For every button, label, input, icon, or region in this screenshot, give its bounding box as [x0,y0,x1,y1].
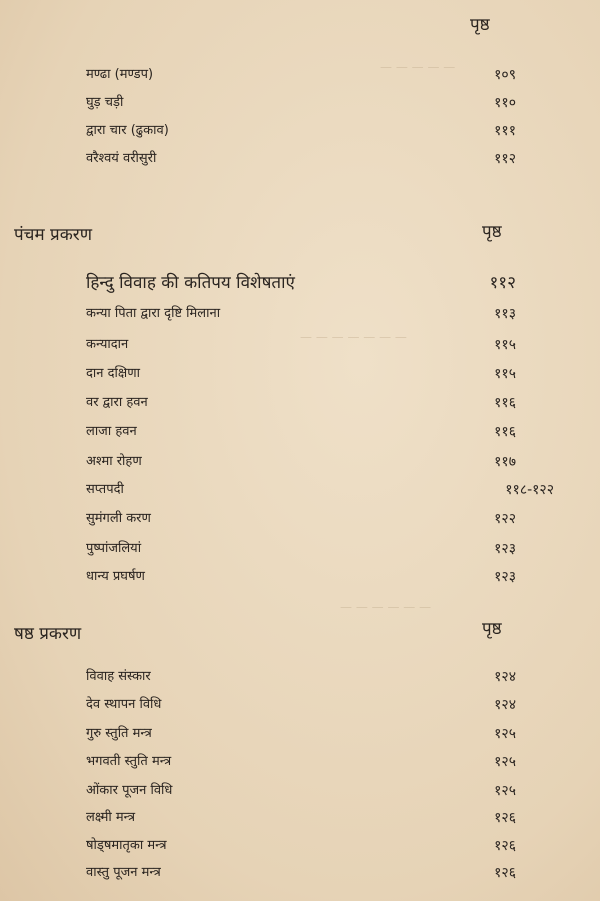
toc-entry-page: ११५ [494,337,516,353]
toc-entry [86,91,516,115]
toc-entry-title: मण्ढा (मण्डप) [86,67,154,82]
toc-entry [86,537,516,561]
toc-entry-page: १२५ [494,783,516,799]
toc-entry-page: १२४ [494,669,516,685]
toc-entry-page: १२६ [494,838,516,854]
toc-entry-title: कन्यादान [86,337,129,352]
toc-entry [86,806,516,830]
toc-entry-page: १२५ [494,726,516,742]
toc-entry-page: ११२ [494,151,516,167]
toc-entry [86,861,516,885]
toc-entry [86,450,516,474]
toc-entry-page: १२५ [494,754,516,770]
toc-entry-page: १२२ [494,511,516,527]
bleed-through-mark: — — — — — [380,60,456,74]
toc-entry [86,693,516,717]
toc-entry-page: ११७ [494,454,516,470]
toc-entry-page: १११ [494,123,516,139]
toc-entry [86,362,516,386]
toc-entry-title: षोड्षमातृका मन्त्र [86,838,167,853]
toc-entry [86,119,516,143]
toc-entry-page: १२४ [494,697,516,713]
toc-entry-page: ११८-१२२ [505,482,554,498]
toc-entry [86,565,516,589]
toc-entry [86,507,516,531]
toc-entry-title: वर द्वारा हवन [86,395,148,410]
toc-entry-title: वरैश्वयं वरीसुरी [86,151,157,166]
toc-entry-title: विवाह संस्कार [86,669,151,684]
toc-entry-page: १२३ [494,541,516,557]
toc-entry-title: देव स्थापन विधि [86,697,162,712]
toc-entry-title: धान्य प्रघर्षण [86,569,145,584]
toc-entry-title: सुमंगली करण [86,511,151,526]
page-column-label: पृष्ठ [470,15,490,35]
toc-entry-title: लक्ष्मी मन्त्र [86,810,136,825]
toc-entry [86,391,516,415]
toc-entry [86,478,554,502]
toc-entry [86,665,516,689]
page-column-label: पृष्ठ [482,222,502,242]
toc-entry [86,271,516,295]
toc-entry-title: अश्मा रोहण [86,454,142,469]
section-title: षष्ठ प्रकरण [14,624,82,644]
toc-entry-title: ओंकार पूजन विधि [86,783,173,798]
toc-entry-page: ११० [494,95,516,111]
toc-entry-page: ११५ [494,366,516,382]
section-title: पंचम प्रकरण [14,225,92,245]
toc-entry-page: १०९ [494,67,516,83]
toc-entry [86,750,516,774]
toc-entry [86,779,516,803]
toc-entry-title: द्वारा चार (ढुकाव) [86,123,169,138]
toc-entry-title: पुष्पांजलियां [86,541,142,556]
toc-entry-title: लाजा हवन [86,424,137,439]
toc-entry-title: दान दक्षिणा [86,366,140,381]
bleed-through-mark: — — — — — — [340,600,432,614]
bleed-through-mark: — — — — — — — [300,330,407,344]
toc-entry-page: १२३ [494,569,516,585]
toc-entry [86,333,516,357]
toc-entry-title: वास्तु पूजन मन्त्र [86,865,161,880]
toc-entry [86,834,516,858]
toc-entry-page: १२६ [494,865,516,881]
toc-entry-title: सप्तपदी [86,482,124,497]
toc-entry [86,302,516,326]
toc-entry-title: हिन्दु विवाह की कतिपय विशेषताएं [86,273,295,293]
toc-entry-title: भगवती स्तुति मन्त्र [86,754,172,769]
page-column-label: पृष्ठ [482,619,502,639]
toc-entry-page: ११६ [494,424,516,440]
toc-entry-page: ११६ [494,395,516,411]
toc-entry-page: ११३ [494,306,516,322]
toc-entry [86,722,516,746]
toc-entry [86,420,516,444]
toc-entry-title: कन्या पिता द्वारा दृष्टि मिलाना [86,306,221,321]
toc-entry-title: गुरु स्तुति मन्त्र [86,726,152,741]
toc-entry-page: १२६ [494,810,516,826]
toc-entry [86,147,516,171]
toc-entry [86,63,516,87]
toc-entry-title: घुड़ चड़ी [86,95,124,110]
toc-entry-page: ११२ [489,273,516,293]
